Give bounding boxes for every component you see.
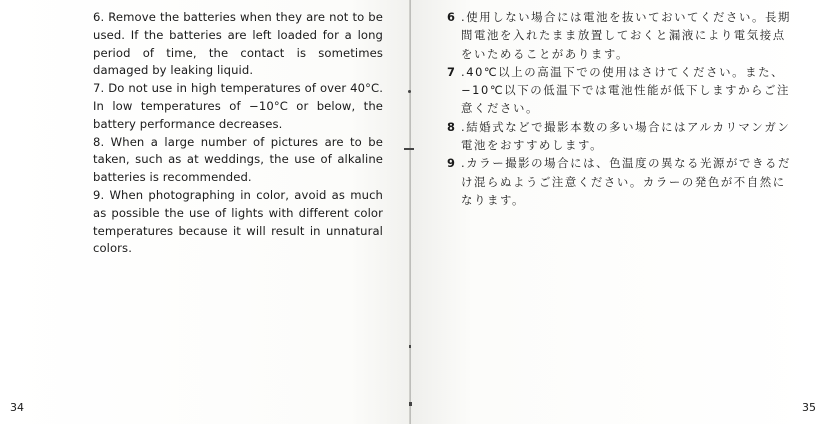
japanese-item-number: 6 — [447, 10, 457, 24]
japanese-item-number: 9 — [447, 156, 457, 171]
right-page — [411, 0, 820, 424]
english-item-6: 6. Remove the batteries when they are not to be used. If the batteries are left loaded for a long period of time, the contact is sometimes damaged by leaking liquid. — [93, 10, 383, 78]
japanese-item-text: .40℃以上の高温下での使用はさけてください。また、−10℃以下の低温下では電池性能が低下しますからご注意ください。 — [461, 64, 791, 116]
scan-speck — [409, 402, 412, 406]
page-number-right: 35 — [802, 401, 816, 414]
english-item-7: 7. Do not use in high temperatures of over 40°C. In low temperatures of −10°C or below, the battery performance decreases. — [93, 81, 383, 131]
japanese-item-text: .結婚式などで撮影本数の多い場合にはアルカリマンガン電池をおすすめします。 — [461, 119, 791, 153]
japanese-item-7 — [447, 63, 797, 118]
japanese-instructions — [447, 8, 797, 209]
scan-speck — [408, 90, 411, 93]
english-item-8: 8. When a large number of pictures are to be taken, such as at weddings, the use of alkaline batteries is recommended. — [93, 134, 383, 185]
scan-speck — [409, 345, 411, 348]
japanese-item-text: .使用しない場合には電池を抜いておいてください。長期間電池を入れたまま放置しておくと漏液により電気接点をいためることがあります。 — [461, 10, 791, 61]
japanese-item-text: .カラー撮影の場合には、色温度の異なる光源ができるだけ混らぬようご注意ください。カラーの発色が不自然になります。 — [461, 156, 791, 207]
japanese-item-9 — [447, 154, 797, 209]
japanese-item-number: 8 — [447, 119, 457, 134]
japanese-item-6 — [447, 8, 797, 63]
english-item-9: 9. When photographing in color, avoid as much as possible the use of lights with different color temperatures because it will result in unnatural colors. — [93, 187, 383, 256]
english-instructions — [93, 9, 383, 258]
japanese-item-8 — [447, 118, 797, 155]
page-number-left: 34 — [10, 401, 24, 414]
japanese-item-number: 7 — [447, 64, 457, 79]
scan-speck — [404, 148, 414, 150]
